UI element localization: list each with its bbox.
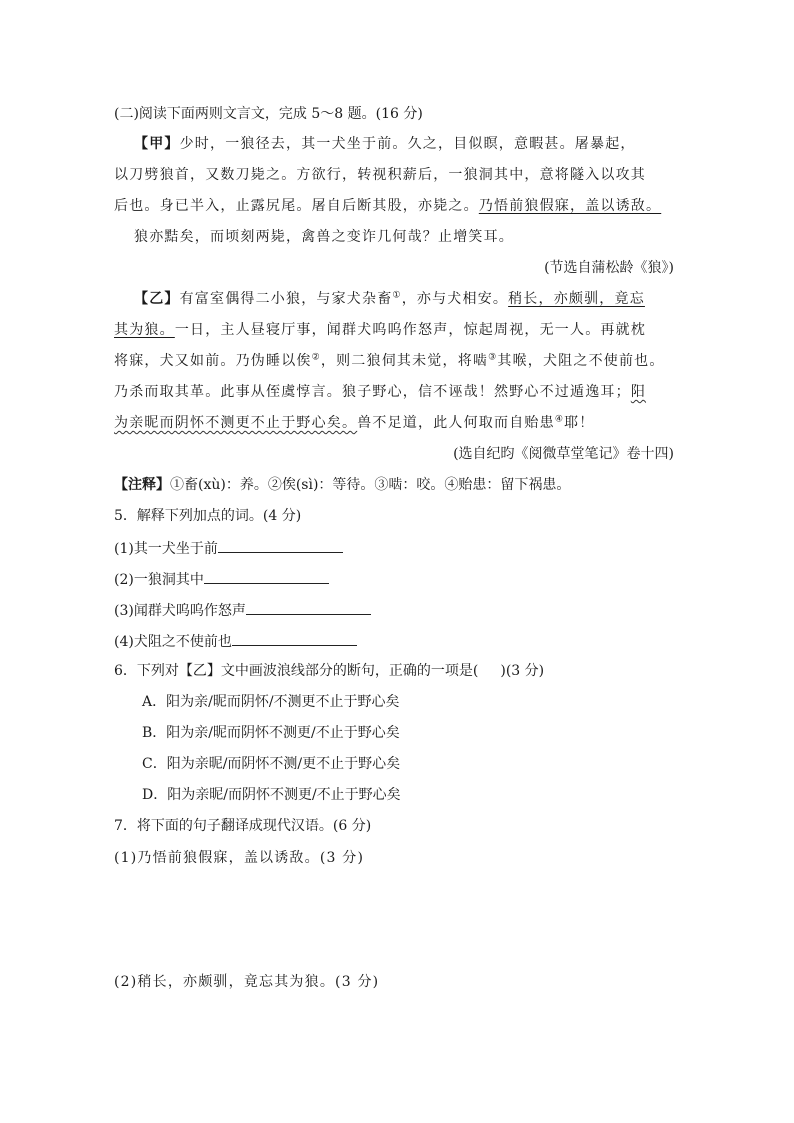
passage-yi-line-1: 【乙】有富室偶得二小狼，与家犬杂畜①，亦与犬相安。稍长，亦颇驯，竟忘 [134, 290, 645, 307]
question-7-stem: 7．将下面的句子翻译成现代汉语。(6 分) [114, 818, 372, 834]
question-6-option-c: C．阳为亲昵/而阴怀不测/更不止于野心矣 [142, 756, 401, 772]
question-6-option-d: D．阳为亲昵/而阴怀不测更/不止于野心矣 [142, 787, 401, 803]
question-6-option-a: A．阳为亲/昵而阴怀/不测更不止于野心矣 [142, 694, 400, 710]
question-5-item-3: (3)闻群犬呜呜作怒声 [114, 599, 371, 621]
passage-jia-line-2: 以刀劈狼首，又数刀毙之。方欲行，转视积薪后，一狼洞其中，意将隧入以攻其 [114, 167, 646, 183]
notes-tag: 【注释】 [114, 477, 170, 493]
passage-jia-line-4: 狼亦黠矣，而顷刻两毙，禽兽之变诈几何哉？止增笑耳。 [134, 229, 514, 245]
passage-jia-tag: 【甲】 [134, 136, 180, 152]
underlined-sentence-yi-part-2: 其为狼。 [114, 322, 175, 338]
passage-jia-source: (节选自蒲松龄《狼》) [544, 260, 674, 276]
answer-blank-4[interactable] [232, 630, 357, 646]
wavy-sentence-part-2: 为亲昵而阴怀不测更不止于野心矣。 [114, 415, 358, 431]
section-header: (二)阅读下面两则文言文，完成 5～8 题。(16 分) [114, 106, 423, 122]
answer-blank-3[interactable] [246, 599, 371, 615]
question-5-stem: 5．解释下列加点的词。(4 分) [114, 508, 302, 524]
question-5-item-1: (1)其一犬坐于前 [114, 537, 343, 559]
notes: 【注释】①畜(xù)：养。②俟(sì)：等待。③啮：咬。④贻患：留下祸患。 [114, 477, 571, 493]
answer-blank-1[interactable] [218, 537, 343, 553]
question-5-item-2: (2)一狼洞其中 [114, 568, 329, 590]
underlined-sentence-jia: 乃悟前狼假寐，盖以诱敌。 [478, 198, 662, 214]
question-6-stem: 6．下列对【乙】文中画波浪线部分的断句，正确的一项是( )(3 分) [114, 663, 545, 679]
passage-yi-line-5: 为亲昵而阴怀不测更不止于野心矣。兽不足道，此人何取而自贻患④耶！ [114, 414, 595, 431]
passage-yi-line-2: 其为狼。一日，主人昼寝厅事，闻群犬呜呜作怒声，惊起周视，无一人。再就枕 [114, 322, 647, 338]
answer-blank-2[interactable] [204, 568, 329, 584]
passage-yi-tag: 【乙】 [134, 291, 180, 307]
passage-jia-line-3: 后也。身已半入，止露尻尾。屠自后断其股，亦毙之。乃悟前狼假寐，盖以诱敌。 [114, 198, 662, 214]
question-7-sentence-2: (2)稍长，亦颇驯，竟忘其为狼。(3 分) [114, 974, 380, 990]
question-5-item-4: (4)犬阻之不使前也 [114, 630, 357, 652]
passage-yi-line-3: 将寐，犬又如前。乃伪睡以俟②，则二狼伺其未觉，将啮③其喉，犬阻之不使前也。 [114, 352, 665, 369]
question-6-option-b: B．阳为亲/昵而阴怀不测更/不止于野心矣 [142, 725, 400, 741]
wavy-sentence-part-1: 阳 [630, 384, 647, 400]
passage-jia-line-1: 【甲】少时，一狼径去，其一犬坐于前。久之，目似瞑，意暇甚。屠暴起， [134, 136, 636, 152]
passage-yi-source: (选自纪昀《阅微草堂笔记》卷十四) [453, 446, 674, 462]
question-7-sentence-1: (1)乃悟前狼假寐，盖以诱敌。(3 分) [114, 850, 365, 866]
passage-yi-line-4: 乃杀而取其革。此事从侄虞惇言。狼子野心，信不诬哉！然野心不过遁逸耳；阳 [114, 384, 647, 400]
underlined-sentence-yi-part-1: 稍长，亦颇驯，竟忘 [508, 291, 645, 307]
